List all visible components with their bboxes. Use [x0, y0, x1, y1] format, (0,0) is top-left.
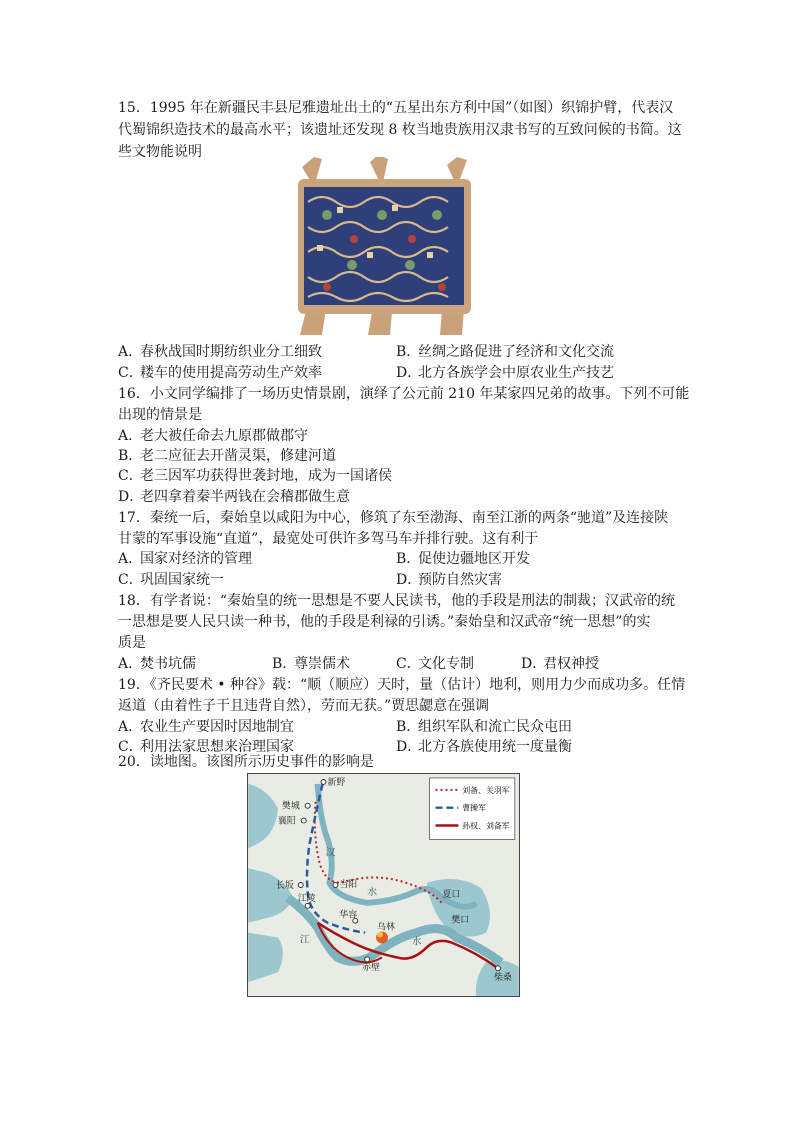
q16-option-d[interactable]: D．老四拿着秦半两钱在会稽郡做生意	[118, 489, 350, 505]
q16-option-c[interactable]: C．老三因军功获得世袭封地，成为一国诸侯	[118, 468, 392, 484]
place-jiangling: 江陵	[297, 893, 316, 904]
q18-stem-line1: 18．有学者说：“秦始皇的统一思想是不要人民读书，他的手段是刑法的制裁；汉武帝的统	[118, 593, 675, 609]
q16-option-a[interactable]: A．老大被任命去九原郡做郡守	[118, 428, 308, 444]
place-chaisang: 柴桑	[494, 973, 512, 984]
q17-stem-line2: 甘蒙的军事设施“直道”，最宽处可供许多驾马车并排行驶。这有利于	[118, 531, 539, 547]
q17-option-d[interactable]: D．预防自然灾害	[396, 572, 502, 588]
legend-label-liubei: 刘备、关羽军	[462, 785, 510, 795]
q19-stem-line1: 19．《齐民要术 • 种谷》载：“顺（顺应）天时，量（估计）地利，则用力少而成功多。任情	[118, 677, 686, 693]
q18-option-a[interactable]: A．焚书坑儒	[118, 656, 196, 672]
q15-stem-line3: 些文物能说明	[118, 144, 202, 160]
q18-stem-line2: 一思想是要人民只读一种书，他的手段是利禄的引诱。”秦始皇和汉武帝“统一思想”的实	[118, 614, 651, 630]
q17-option-b[interactable]: B．促使边疆地区开发	[396, 551, 530, 567]
place-fancheng: 樊城	[281, 801, 300, 812]
q19-option-a[interactable]: A．农业生产要因时因地制宜	[118, 719, 294, 735]
q18-option-d[interactable]: D．君权神授	[521, 656, 599, 672]
brocade-armband-image	[292, 157, 477, 337]
legend-label-caocao: 曹操军	[462, 803, 487, 813]
q16-option-b[interactable]: B．老二应征去开凿灵渠，修建河道	[118, 448, 336, 464]
place-dangyang: 当阳	[339, 879, 358, 890]
place-fankou: 樊口	[451, 915, 470, 926]
q17-option-c[interactable]: C．巩固国家统一	[118, 572, 224, 588]
map-legend	[430, 778, 515, 839]
red-cliffs-map	[247, 773, 520, 997]
q19-stem-line2: 返道（由着性子干且违背自然），劳而无获。”贾思勰意在强调	[118, 698, 490, 714]
river-label-han-shui: 水	[367, 886, 378, 898]
legend-label-sunliu: 孙权、刘备军	[462, 821, 510, 831]
q19-option-c[interactable]: C．利用法家思想来治理国家	[118, 739, 294, 755]
q18-option-c[interactable]: C．文化专制	[396, 656, 474, 672]
place-xiakou: 夏口	[442, 889, 461, 900]
q15-option-b[interactable]: B．丝绸之路促进了经济和文化交流	[396, 344, 614, 360]
q20-stem-line1: 20．读地图。该图所示历史事件的影响是	[118, 754, 374, 770]
river-label-jiang: 江	[299, 934, 310, 946]
q16-stem-line1: 16．小文同学编排了一场历史情景剧，演绎了公元前 210 年某家四兄弟的故事。下列不可能	[118, 386, 690, 402]
fire-icon	[376, 932, 388, 944]
river-label-shui: 水	[411, 936, 422, 948]
place-changban: 长坂	[275, 880, 294, 891]
place-xinye: 新野	[327, 777, 346, 788]
q19-option-b[interactable]: B．组织军队和流亡民众屯田	[396, 719, 572, 735]
place-huarong: 华容	[339, 910, 358, 921]
q19-option-d[interactable]: D．北方各族使用统一度量衡	[396, 739, 572, 755]
place-chibi: 赤壁	[362, 963, 381, 974]
q15-option-c[interactable]: C．耧车的使用提高劳动生产效率	[118, 365, 322, 381]
q18-stem-line3: 质是	[118, 635, 146, 651]
q17-option-a[interactable]: A．国家对经济的管理	[118, 551, 252, 567]
q16-stem-line2: 出现的情景是	[118, 407, 202, 423]
q17-stem-line1: 17．秦统一后，秦始皇以咸阳为中心，修筑了东至渤海、南至江浙的两条“驰道”及连接陕	[118, 510, 669, 526]
q18-option-b[interactable]: B．尊崇儒术	[272, 656, 350, 672]
q15-stem-line1: 15．1995 年在新疆民丰县尼雅遗址出土的“五星出东方利中国”（如图）织锦护臂，代表汉	[118, 100, 674, 116]
q15-stem-line2: 代蜀锦织造技术的最高水平；该遗址还发现 8 枚当地贵族用汉隶书写的互致问候的书简。这	[118, 122, 682, 138]
q15-option-d[interactable]: D．北方各族学会中原农业生产技艺	[396, 365, 614, 381]
place-wulin: 乌林	[377, 922, 395, 933]
place-xiangyang: 襄阳	[277, 816, 296, 827]
q15-option-a[interactable]: A．春秋战国时期纺织业分工细致	[118, 344, 322, 360]
river-label-han: 汉	[325, 847, 336, 859]
